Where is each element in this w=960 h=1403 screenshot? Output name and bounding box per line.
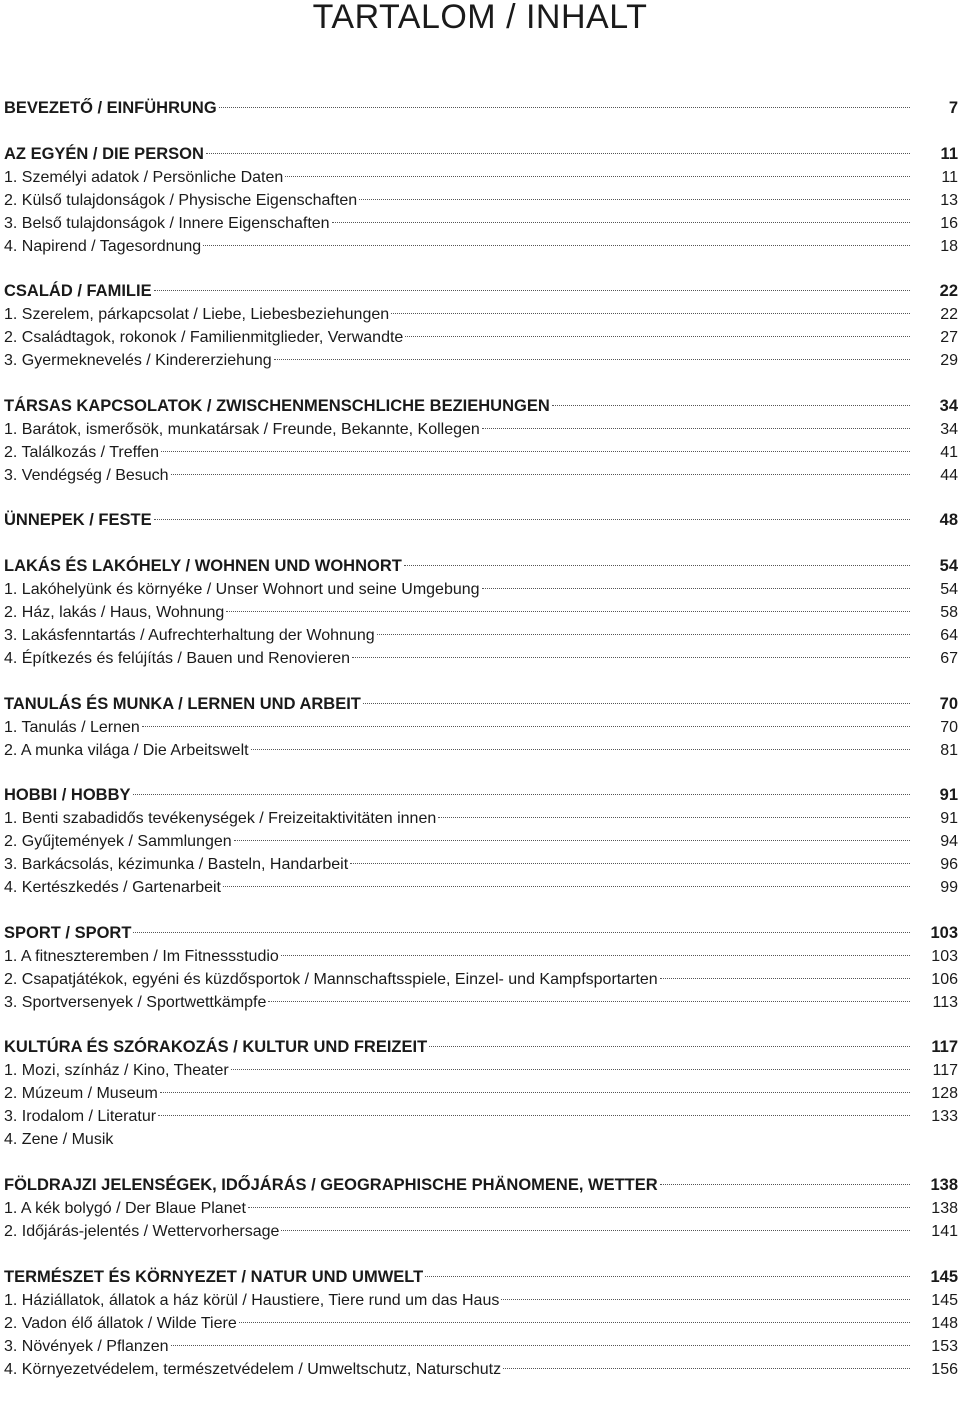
page-number: 91 [939,786,958,805]
dot-leader [161,451,910,452]
toc-entry[interactable] [4,624,960,647]
page-number: 106 [931,970,958,988]
dot-leader [226,611,910,612]
dot-leader [405,336,910,337]
page-number: 91 [940,810,958,828]
toc-entry[interactable] [4,991,960,1014]
section-title: BEVEZETŐ / EINFÜHRUNG [4,99,217,117]
toc-entry[interactable] [4,1358,960,1381]
toc-entry[interactable] [4,326,960,349]
page-number: 141 [931,1222,958,1240]
toc-entry[interactable] [4,968,960,991]
dot-leader [404,565,910,566]
toc-entry[interactable] [4,464,960,487]
toc-section-heading[interactable] [4,97,960,120]
toc-section-heading[interactable] [4,693,960,716]
toc-section [4,509,960,532]
dot-leader [274,359,910,360]
toc-entry[interactable] [4,1335,960,1358]
dot-leader [133,932,910,933]
dot-leader [251,749,910,750]
page-number: 13 [940,191,958,209]
dot-leader [219,107,910,108]
toc-entry[interactable] [4,189,960,212]
toc-section [4,280,960,372]
toc-section [4,97,960,120]
dot-leader [171,1345,910,1346]
toc-section-heading[interactable] [4,1036,960,1059]
toc-entry[interactable] [4,945,960,968]
page-number: 117 [931,1038,958,1057]
page-number: 70 [939,694,958,713]
entry-label: 3. Sportversenyek / Sportwettkämpfe [4,993,267,1011]
toc-section-heading[interactable] [4,784,960,807]
entry-label: 1. Háziállatok, állatok a ház körül / Haustiere, Tiere rund um das Haus [4,1291,500,1309]
dot-leader [154,290,910,291]
entry-label: 2. Családtagok, rokonok / Familienmitglieder, Verwandte [4,329,404,347]
dot-leader [425,1276,910,1277]
section-title: CSALÁD / FAMILIE [4,282,152,301]
entry-label: 1. Mozi, színház / Kino, Theater [4,1062,229,1080]
section-title: ÜNNEPEK / FESTE [4,511,152,530]
dot-leader [377,634,910,635]
toc-entry[interactable] [4,830,960,853]
toc-entry[interactable] [4,647,960,670]
page-number: 145 [930,1267,958,1286]
page-number: 41 [940,443,958,461]
dot-leader [438,817,910,818]
page-number: 29 [940,352,958,370]
page-number: 99 [940,879,958,897]
page-number: 113 [932,993,958,1011]
dot-leader [133,794,910,795]
page-number: 133 [931,1108,958,1126]
toc-entry[interactable] [4,1105,960,1128]
section-title: HOBBI / HOBBY [4,786,131,805]
dot-leader [359,199,910,200]
section-title: LAKÁS ÉS LAKÓHELY / WOHNEN UND WOHNORT [4,556,402,575]
dot-leader [239,1322,910,1323]
section-title: AZ EGYÉN / DIE PERSON [4,144,204,163]
page-number: 94 [940,833,958,851]
entry-label: 3. Lakásfenntartás / Aufrechterhaltung der Wohnung [4,626,375,644]
page-number: 103 [931,947,958,965]
entry-label: 1. Személyi adatok / Persönliche Daten [4,168,284,186]
entry-label: 4. Kertészkedés / Gartenarbeit [4,879,221,897]
entry-label: 2. Találkozás / Treffen [4,443,160,461]
dot-leader [660,1184,910,1185]
section-title: TERMÉSZET ÉS KÖRNYEZET / NATUR UND UMWELT [4,1267,424,1286]
dot-leader [660,978,910,979]
entry-label: 3. Irodalom / Literatur [4,1108,157,1126]
dot-leader [171,474,910,475]
page-title: TARTALOM / INHALT [312,0,648,36]
toc-section [4,1174,960,1243]
toc-section [4,395,960,487]
dot-leader [281,955,910,956]
entry-label: 2. Vadon élő állatok / Wilde Tiere [4,1314,237,1332]
page-number: 58 [940,603,958,621]
page-number: 138 [931,1199,958,1217]
toc-entry[interactable] [4,876,960,899]
toc-entry[interactable] [4,716,960,739]
dot-leader [231,1069,910,1070]
toc-section-heading[interactable] [4,555,960,578]
entry-label: 1. Tanulás / Lernen [4,718,140,736]
entry-label: 2. A munka világa / Die Arbeitswelt [4,741,249,759]
dot-leader [363,703,910,704]
page-number: 54 [940,580,958,598]
dot-leader [268,1001,910,1002]
entry-label: 1. Szerelem, párkapcsolat / Liebe, Liebesbeziehungen [4,306,390,324]
entry-label: 2. Csapatjátékok, egyéni és küzdősportok / Mannschaftsspiele, Einzel- und Kampfsportarten [4,970,658,988]
toc-entry[interactable] [4,1128,960,1151]
dot-leader [223,886,910,887]
toc-section [4,693,960,762]
page-number: 44 [940,466,958,484]
page-number: 64 [940,626,958,644]
dot-leader [503,1368,910,1369]
entry-label: 4. Építkezés és felújítás / Bauen und Renovieren [4,649,350,667]
dot-leader [234,840,910,841]
page-number: 22 [939,282,958,301]
toc-entry[interactable] [4,1197,960,1220]
toc-section [4,1266,960,1381]
page-number: 128 [931,1085,958,1103]
dot-leader [391,313,910,314]
dot-leader [142,726,910,727]
entry-label: 3. Növények / Pflanzen [4,1337,169,1355]
entry-label: 2. Múzeum / Museum [4,1085,158,1103]
page-number: 22 [940,306,958,324]
page-number: 138 [930,1175,958,1194]
section-title: SPORT / SPORT [4,923,132,942]
toc-section [4,922,960,1014]
page-number: 117 [932,1062,958,1080]
dot-leader [285,176,910,177]
toc-entry[interactable] [4,418,960,441]
toc-section-heading[interactable] [4,395,960,418]
toc-entry[interactable] [4,1059,960,1082]
toc-section [4,784,960,899]
entry-label: 2. Külső tulajdonságok / Physische Eigenschaften [4,191,358,209]
entry-label: 2. Gyűjtemények / Sammlungen [4,833,232,851]
page-number: 96 [940,856,958,874]
page-number: 153 [931,1337,958,1355]
entry-label: 3. Vendégség / Besuch [4,466,169,484]
page-number: 16 [940,214,958,232]
dot-leader [160,1092,910,1093]
page-number: 11 [940,144,958,163]
page-number: 48 [939,511,958,530]
page-number: 67 [940,649,958,667]
toc-entry[interactable] [4,166,960,189]
dot-leader [501,1299,910,1300]
dot-leader [154,519,910,520]
entry-label: 1. A fitneszteremben / Im Fitnessstudio [4,947,279,965]
page-number: 148 [931,1314,958,1332]
page-number: 11 [941,168,958,186]
dot-leader [482,588,910,589]
section-title: FÖLDRAJZI JELENSÉGEK, IDŐJÁRÁS / GEOGRAPHISCHE PHÄNOMENE, WETTER [4,1175,658,1194]
section-title: KULTÚRA ÉS SZÓRAKOZÁS / KULTUR UND FREIZEIT [4,1038,428,1057]
dot-leader [281,1230,910,1231]
entry-label: 1. Lakóhelyünk és környéke / Unser Wohnort und seine Umgebung [4,580,480,598]
toc-entry[interactable] [4,578,960,601]
toc-section-heading[interactable] [4,1266,960,1289]
toc-entry[interactable] [4,441,960,464]
dot-leader [158,1115,910,1116]
page-number: 34 [940,420,958,438]
page-number: 7 [948,99,958,117]
dot-leader [482,428,910,429]
toc-section [4,143,960,258]
toc-section-heading[interactable] [4,509,960,532]
toc-entry[interactable] [4,739,960,762]
entry-label: 3. Gyermeknevelés / Kindererziehung [4,352,272,370]
entry-label: 1. Barátok, ismerősök, munkatársak / Freunde, Bekannte, Kollegen [4,420,480,438]
toc-section-heading[interactable] [4,922,960,945]
toc-entry[interactable] [4,1312,960,1335]
entry-label: 1. Benti szabadidős tevékenységek / Freizeitaktivitäten innen [4,810,437,828]
dot-leader [203,245,910,246]
toc-entry[interactable] [4,601,960,624]
entry-label: 2. Ház, lakás / Haus, Wohnung [4,603,225,621]
toc-section [4,1036,960,1151]
section-title: TÁRSAS KAPCSOLATOK / ZWISCHENMENSCHLICHE BEZIEHUNGEN [4,396,550,415]
toc-entry[interactable] [4,303,960,326]
toc-entry[interactable] [4,1082,960,1105]
entry-label: 4. Napirend / Tagesordnung [4,237,202,255]
dot-leader [552,405,910,406]
dot-leader [206,153,910,154]
toc-entry[interactable] [4,235,960,258]
toc-entry[interactable] [4,1220,960,1243]
toc-entry[interactable] [4,807,960,830]
toc-section-heading[interactable] [4,143,960,166]
page-number: 27 [940,329,958,347]
table-of-contents [4,97,960,1403]
toc-section-heading[interactable] [4,280,960,303]
toc-entry[interactable] [4,853,960,876]
page-number: 156 [931,1360,958,1378]
entry-label: 3. Barkácsolás, kézimunka / Basteln, Handarbeit [4,856,349,874]
dot-leader [350,863,910,864]
section-title: TANULÁS ÉS MUNKA / LERNEN UND ARBEIT [4,694,361,713]
entry-label: 3. Belső tulajdonságok / Innere Eigenschaften [4,214,330,232]
dot-leader [248,1207,910,1208]
toc-entry[interactable] [4,1289,960,1312]
page-number: 81 [940,741,958,759]
toc-entry[interactable] [4,212,960,235]
entry-label: 1. A kék bolygó / Der Blaue Planet [4,1199,246,1217]
toc-section [4,555,960,670]
entry-label: 4. Környezetvédelem, természetvédelem / Umweltschutz, Naturschutz [4,1360,502,1378]
page-number: 145 [931,1291,958,1309]
page-number: 54 [939,556,958,575]
entry-label: 4. Zene / Musik [4,1131,114,1149]
toc-section-heading[interactable] [4,1174,960,1197]
page-number: 34 [939,396,958,415]
dot-leader [332,222,910,223]
toc-entry[interactable] [4,349,960,372]
page-number: 103 [930,923,958,942]
dot-leader [429,1046,910,1047]
page-number: 18 [940,237,958,255]
entry-label: 2. Időjárás-jelentés / Wettervorhersage [4,1222,280,1240]
dot-leader [352,657,910,658]
page-number: 70 [940,718,958,736]
